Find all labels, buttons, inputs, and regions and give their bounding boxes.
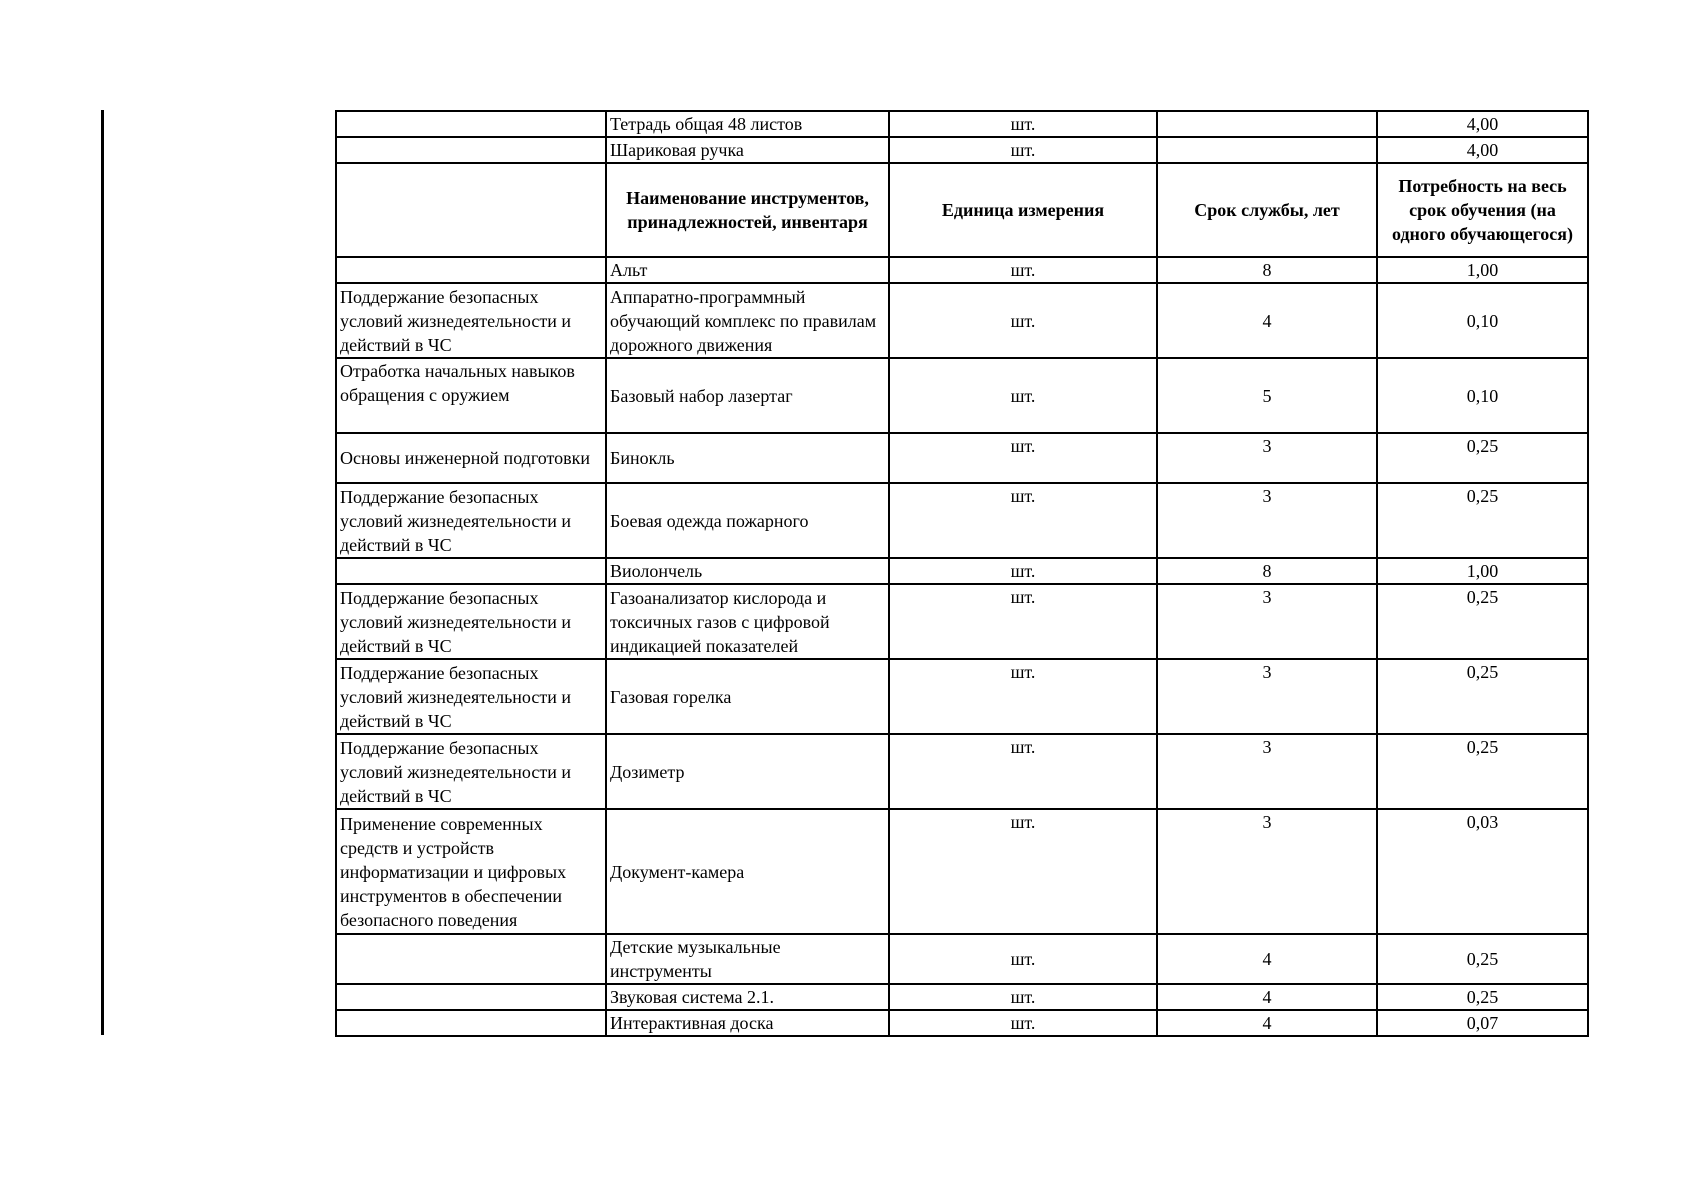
section-cell: Основы инженерной подготовки	[336, 433, 606, 483]
unit-cell: шт.	[889, 584, 1157, 659]
item-name-cell: Документ-камера	[606, 809, 889, 934]
need-cell: 0,25	[1377, 433, 1588, 483]
need-cell: 0,25	[1377, 659, 1588, 734]
table-row	[336, 934, 1588, 984]
header-name: Наименование инструментов, принадлежностей, инвентаря	[606, 163, 889, 257]
item-name-cell: Бинокль	[606, 433, 889, 483]
section-cell: Отработка начальных навыков обращения с оружием	[336, 358, 606, 433]
unit-cell: шт.	[889, 137, 1157, 163]
unit-cell: шт.	[889, 257, 1157, 283]
life-cell: 3	[1157, 433, 1377, 483]
unit-cell: шт.	[889, 483, 1157, 558]
table-row	[336, 558, 1588, 584]
unit-cell: шт.	[889, 809, 1157, 934]
item-name-cell: Звуковая система 2.1.	[606, 984, 889, 1010]
unit-cell: шт.	[889, 1010, 1157, 1036]
table-row	[336, 111, 1588, 137]
table-row	[336, 137, 1588, 163]
unit-cell: шт.	[889, 984, 1157, 1010]
life-cell	[1157, 111, 1377, 137]
life-cell: 8	[1157, 257, 1377, 283]
life-cell: 5	[1157, 358, 1377, 433]
section-cell	[336, 1010, 606, 1036]
item-name-cell: Базовый набор лазертаг	[606, 358, 889, 433]
need-cell: 1,00	[1377, 558, 1588, 584]
item-name-cell: Виолончель	[606, 558, 889, 584]
life-cell: 3	[1157, 483, 1377, 558]
section-cell: Поддержание безопасных условий жизнедеятельности и действий в ЧС	[336, 734, 606, 809]
table-row	[336, 809, 1588, 934]
header-unit: Единица измерения	[889, 163, 1157, 257]
life-cell: 8	[1157, 558, 1377, 584]
table-row	[336, 1010, 1588, 1036]
item-name-cell: Дозиметр	[606, 734, 889, 809]
table-row	[336, 433, 1588, 483]
table-row	[336, 584, 1588, 659]
item-name-cell: Детские музыкальные инструменты	[606, 934, 889, 984]
need-cell: 0,25	[1377, 584, 1588, 659]
need-cell: 0,10	[1377, 358, 1588, 433]
table-row	[336, 734, 1588, 809]
item-name-cell: Газовая горелка	[606, 659, 889, 734]
item-name-cell: Интерактивная доска	[606, 1010, 889, 1036]
need-cell: 0,25	[1377, 734, 1588, 809]
item-name-cell: Тетрадь общая 48 листов	[606, 111, 889, 137]
unit-cell: шт.	[889, 734, 1157, 809]
section-cell	[336, 558, 606, 584]
header-section-cell	[336, 163, 606, 257]
table-row	[336, 257, 1588, 283]
section-cell: Поддержание безопасных условий жизнедеятельности и действий в ЧС	[336, 659, 606, 734]
header-need: Потребность на весь срок обучения (на одного обучающегося)	[1377, 163, 1588, 257]
section-cell	[336, 111, 606, 137]
item-name-cell: Шариковая ручка	[606, 137, 889, 163]
table-row	[336, 659, 1588, 734]
table-row	[336, 283, 1588, 358]
table-header-row	[336, 163, 1588, 257]
table-row	[336, 358, 1588, 433]
life-cell: 4	[1157, 1010, 1377, 1036]
table-row	[336, 483, 1588, 558]
section-cell: Поддержание безопасных условий жизнедеятельности и действий в ЧС	[336, 283, 606, 358]
life-cell: 3	[1157, 809, 1377, 934]
unit-cell: шт.	[889, 283, 1157, 358]
unit-cell: шт.	[889, 111, 1157, 137]
unit-cell: шт.	[889, 558, 1157, 584]
unit-cell: шт.	[889, 659, 1157, 734]
need-cell: 0,25	[1377, 483, 1588, 558]
unit-cell: шт.	[889, 433, 1157, 483]
life-cell: 4	[1157, 984, 1377, 1010]
section-cell	[336, 984, 606, 1010]
unit-cell: шт.	[889, 358, 1157, 433]
table-row	[336, 984, 1588, 1010]
need-cell: 4,00	[1377, 111, 1588, 137]
item-name-cell: Газоанализатор кислорода и токсичных газов с цифровой индикацией показателей	[606, 584, 889, 659]
item-name-cell: Аппаратно-программный обучающий комплекс по правилам дорожного движения	[606, 283, 889, 358]
need-cell: 0,25	[1377, 984, 1588, 1010]
life-cell: 3	[1157, 659, 1377, 734]
left-margin-line	[101, 110, 104, 1035]
life-cell	[1157, 137, 1377, 163]
section-cell: Поддержание безопасных условий жизнедеятельности и действий в ЧС	[336, 584, 606, 659]
item-name-cell: Боевая одежда пожарного	[606, 483, 889, 558]
life-cell: 4	[1157, 934, 1377, 984]
section-cell: Поддержание безопасных условий жизнедеятельности и действий в ЧС	[336, 483, 606, 558]
item-name-cell: Альт	[606, 257, 889, 283]
need-cell: 0,25	[1377, 934, 1588, 984]
life-cell: 3	[1157, 584, 1377, 659]
life-cell: 4	[1157, 283, 1377, 358]
need-cell: 0,07	[1377, 1010, 1588, 1036]
equipment-table	[335, 110, 1589, 1037]
need-cell: 0,03	[1377, 809, 1588, 934]
section-cell	[336, 934, 606, 984]
section-cell: Применение современных средств и устройств информатизации и цифровых инструментов в обеспечении безопасного поведения	[336, 809, 606, 934]
header-life: Срок службы, лет	[1157, 163, 1377, 257]
life-cell: 3	[1157, 734, 1377, 809]
need-cell: 0,10	[1377, 283, 1588, 358]
unit-cell: шт.	[889, 934, 1157, 984]
section-cell	[336, 257, 606, 283]
need-cell: 1,00	[1377, 257, 1588, 283]
need-cell: 4,00	[1377, 137, 1588, 163]
section-cell	[336, 137, 606, 163]
